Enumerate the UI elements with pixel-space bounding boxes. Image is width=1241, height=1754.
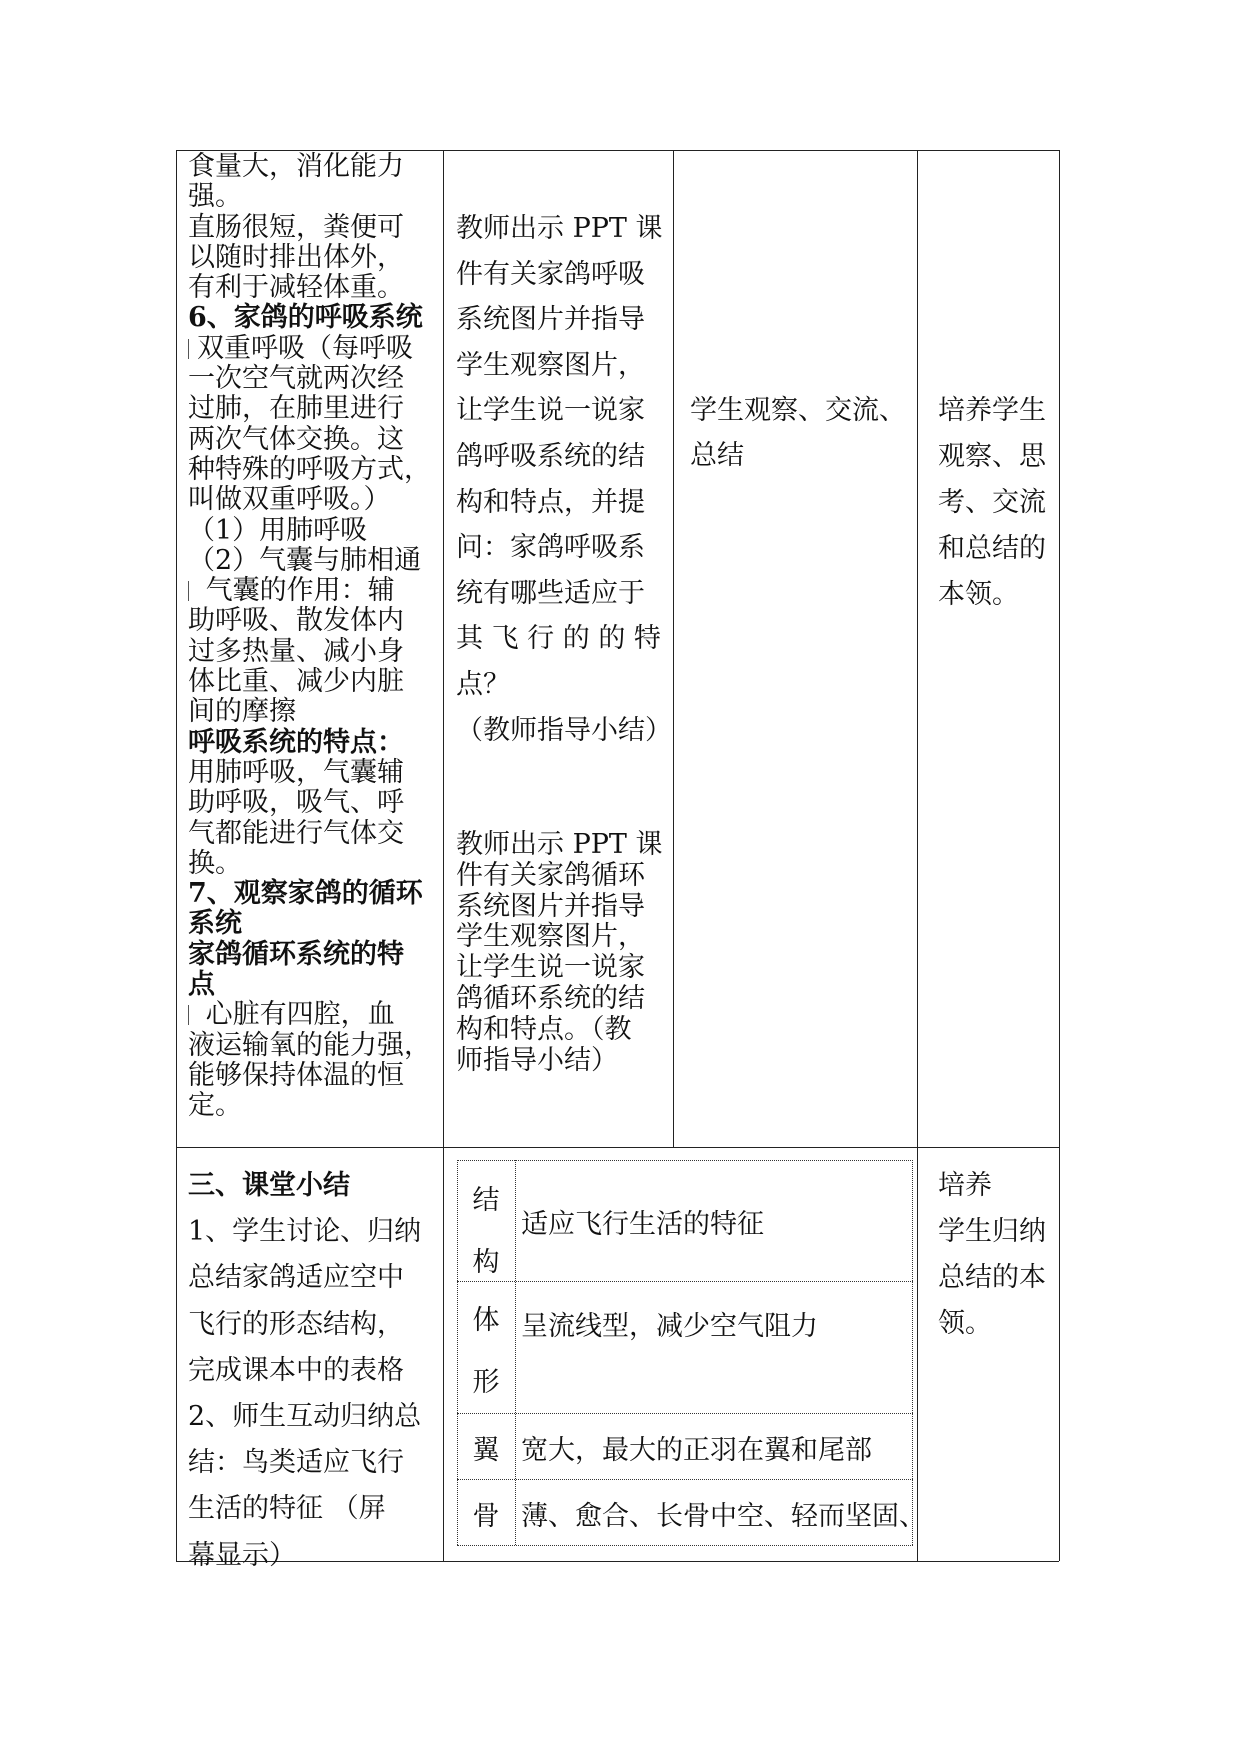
text-line-content: 能够保持体温的恒 (188, 1059, 404, 1091)
text-line-content: （2）气囊与肺相通 (188, 544, 422, 576)
table-left-border (176, 150, 177, 1561)
text-line (188, 546, 446, 576)
teacher-activity-respiration (456, 206, 678, 753)
text-line: 师指导小结） (456, 1044, 618, 1076)
inner-key-structure (457, 1170, 515, 1294)
text-line: 观察、思 (938, 441, 1046, 472)
text-line: 培养 (938, 1170, 992, 1201)
inner-table-row-line (457, 1413, 913, 1414)
table-row-divider (176, 1147, 1059, 1148)
text-line (188, 758, 446, 788)
text-line (188, 213, 446, 243)
text-line: 让学生说一说家 (456, 952, 645, 984)
inner-value-bone: 薄、愈合、长骨中空、轻而坚固、 (521, 1501, 926, 1532)
text-line: 学生归纳 (938, 1216, 1046, 1247)
text-line: 本领。 (938, 579, 1019, 610)
text-line (188, 1061, 446, 1091)
text-line (188, 1440, 446, 1486)
text-line-content: 7、观察家鸽的循环 (188, 878, 423, 910)
text-line-content: 叫做双重呼吸。） (188, 484, 391, 516)
text-line (188, 485, 446, 515)
text-line: 件有关家鸽循环 (456, 859, 645, 891)
table-col-divider-3 (917, 150, 918, 1561)
text-line (188, 1091, 446, 1121)
text-line: 和总结的 (938, 533, 1046, 564)
text-line-content: 两次气体交换。这 (188, 423, 404, 455)
text-line-content: 一次空气就两次经 (188, 363, 404, 395)
text-line (188, 1533, 446, 1579)
text-line-content: 三、课堂小结 (188, 1170, 350, 1201)
text-line-content: 心脏有四腔，血 (197, 999, 395, 1031)
inner-table-row-line (457, 1479, 913, 1480)
text-line-content: 助呼吸，吸气、呼 (188, 787, 404, 819)
text-line-content: 食量大，消化能力 (188, 151, 404, 182)
text-line-content: 气囊的作用：辅 (197, 575, 395, 607)
inner-key-bone: 骨 (472, 1501, 500, 1532)
text-line (188, 394, 446, 424)
text-line-content: 助呼吸、散发体内 (188, 605, 404, 637)
text-line (188, 243, 446, 273)
inner-table-right (912, 1160, 913, 1545)
text-line: 培养学生 (938, 395, 1046, 426)
text-line-content: 液运输氧的能力强， (188, 1029, 431, 1061)
text-line (188, 879, 446, 909)
inner-table-bottom (457, 1545, 913, 1546)
inner-value-wing: 宽大，最大的正羽在翼和尾部 (521, 1435, 872, 1466)
text-line (188, 1486, 446, 1532)
text-line (188, 1031, 446, 1061)
text-line-content: 体比重、减少内脏 (188, 666, 404, 698)
text-line: 考、交流 (938, 487, 1046, 518)
text-line: 总结 (690, 440, 744, 471)
text-line (188, 152, 446, 182)
text-line-content: 直肠很短，粪便可 (188, 211, 404, 243)
text-line: 构和特点，并提 (456, 486, 645, 518)
cursor-mark (188, 581, 189, 601)
text-line: 统有哪些适应于 (456, 577, 645, 609)
text-line (188, 334, 446, 364)
text-line: 总结的本 (938, 1262, 1046, 1293)
text-line-content: 系统 (188, 908, 242, 940)
text-line: 件有关家鸽呼吸 (456, 258, 645, 290)
cursor-mark (188, 1005, 189, 1025)
text-line: （教师指导小结） (456, 714, 672, 746)
text-line-content: 幕显示） (188, 1539, 296, 1571)
text-line: 系统图片并指导 (456, 304, 645, 336)
text-line (188, 182, 446, 212)
text-line-content: 点 (188, 969, 215, 1001)
text-line: 鸽循环系统的结 (456, 982, 645, 1014)
text-line: 构和特点。（教 (456, 1013, 632, 1045)
text-line-content: 结：鸟类适应飞行 (188, 1447, 404, 1479)
text-line-content: 6、家鸽的呼吸系统 (188, 302, 423, 334)
text-line-content: 过多热量、减小身 (188, 635, 404, 667)
text-line (188, 364, 446, 394)
inner-table-row-line (457, 1281, 913, 1282)
text-line (188, 516, 446, 546)
table-right-border (1059, 150, 1060, 1561)
text-line-content: 有利于减轻体重。 (188, 272, 404, 304)
inner-value-structure: 适应飞行生活的特征 (521, 1209, 764, 1240)
text-line-content: 完成课本中的表格 (188, 1354, 404, 1386)
text-line-content: 2、师生互动归纳总 (188, 1401, 422, 1433)
text-line-content: 过肺，在肺里进行 (188, 393, 404, 425)
text-line-content: 间的摩擦 (188, 696, 296, 728)
inner-key-char: 构 (472, 1247, 500, 1278)
inner-value-body-shape: 呈流线型，减少空气阻力 (521, 1311, 818, 1342)
text-line (188, 849, 446, 879)
text-line: 学生观察图片， (456, 921, 645, 953)
flight-features-table (457, 1160, 926, 1558)
text-line: 鸽呼吸系统的结 (456, 440, 645, 472)
text-line (188, 425, 446, 455)
text-line (188, 1394, 446, 1440)
text-line-content: 飞行的形态结构， (188, 1308, 404, 1340)
text-line: 学生观察图片， (456, 349, 645, 381)
inner-key-char: 体 (472, 1305, 500, 1336)
text-line (188, 606, 446, 636)
inner-key-char: 结 (472, 1185, 500, 1216)
text-line-content: 用肺呼吸，气囊辅 (188, 756, 404, 788)
text-line (188, 697, 446, 727)
text-line: 教师出示 PPT 课 (456, 829, 663, 860)
text-line-content: （1）用肺呼吸 (188, 514, 368, 546)
text-line: 其 飞 行 的 的 特 (456, 623, 661, 655)
text-line (188, 303, 446, 333)
text-line (188, 1000, 446, 1030)
text-line (188, 637, 446, 667)
text-line-content: 总结家鸽适应空中 (188, 1262, 404, 1294)
text-line-content: 家鸽循环系统的特 (188, 938, 404, 970)
text-line: 教师出示 PPT 课 (456, 213, 663, 244)
text-line-content: 换。 (188, 847, 242, 879)
text-line-content: 定。 (188, 1090, 242, 1122)
text-line (188, 819, 446, 849)
text-line: 让学生说一说家 (456, 395, 645, 427)
text-line: 问：家鸽呼吸系 (456, 532, 645, 564)
text-line (188, 1348, 446, 1394)
text-line: 领。 (938, 1308, 992, 1339)
inner-key-body-shape (457, 1290, 515, 1414)
text-line (188, 576, 446, 606)
text-line (188, 273, 446, 303)
text-line (188, 788, 446, 818)
text-line: 点？ (456, 668, 510, 700)
text-line (188, 455, 446, 485)
text-line (188, 728, 446, 758)
text-line-content: 双重呼吸（每呼吸 (197, 332, 413, 364)
inner-key-wing: 翼 (472, 1435, 500, 1466)
inner-table-top (457, 1160, 913, 1161)
text-line: 学生观察、交流、 (690, 395, 906, 426)
teacher-activity-circulation (456, 830, 678, 1076)
cursor-mark (188, 339, 189, 359)
text-line (188, 940, 446, 970)
text-line (188, 1209, 446, 1255)
text-line: 系统图片并指导 (456, 890, 645, 922)
text-line-content: 1、学生讨论、归纳 (188, 1216, 422, 1248)
text-line (188, 1302, 446, 1348)
design-intent-cell (938, 388, 1068, 618)
text-line-content: 以随时排出体外， (188, 241, 404, 273)
summary-intent-cell (938, 1163, 1068, 1347)
text-line-content: 呼吸系统的特点： (188, 726, 404, 758)
class-summary-cell (188, 1163, 446, 1579)
content-cell-respiration-circulation (188, 152, 446, 1122)
text-line (188, 909, 446, 939)
text-line-content: 气都能进行气体交 (188, 817, 404, 849)
text-line-content: 强。 (188, 181, 242, 213)
text-line (188, 1255, 446, 1301)
text-line (188, 667, 446, 697)
text-line (188, 1163, 446, 1209)
student-activity-cell (690, 388, 928, 478)
inner-key-char: 形 (472, 1367, 500, 1398)
text-line-content: 种特殊的呼吸方式， (188, 453, 431, 485)
text-line (188, 970, 446, 1000)
text-line-content: 生活的特征 （屏 (188, 1493, 386, 1525)
